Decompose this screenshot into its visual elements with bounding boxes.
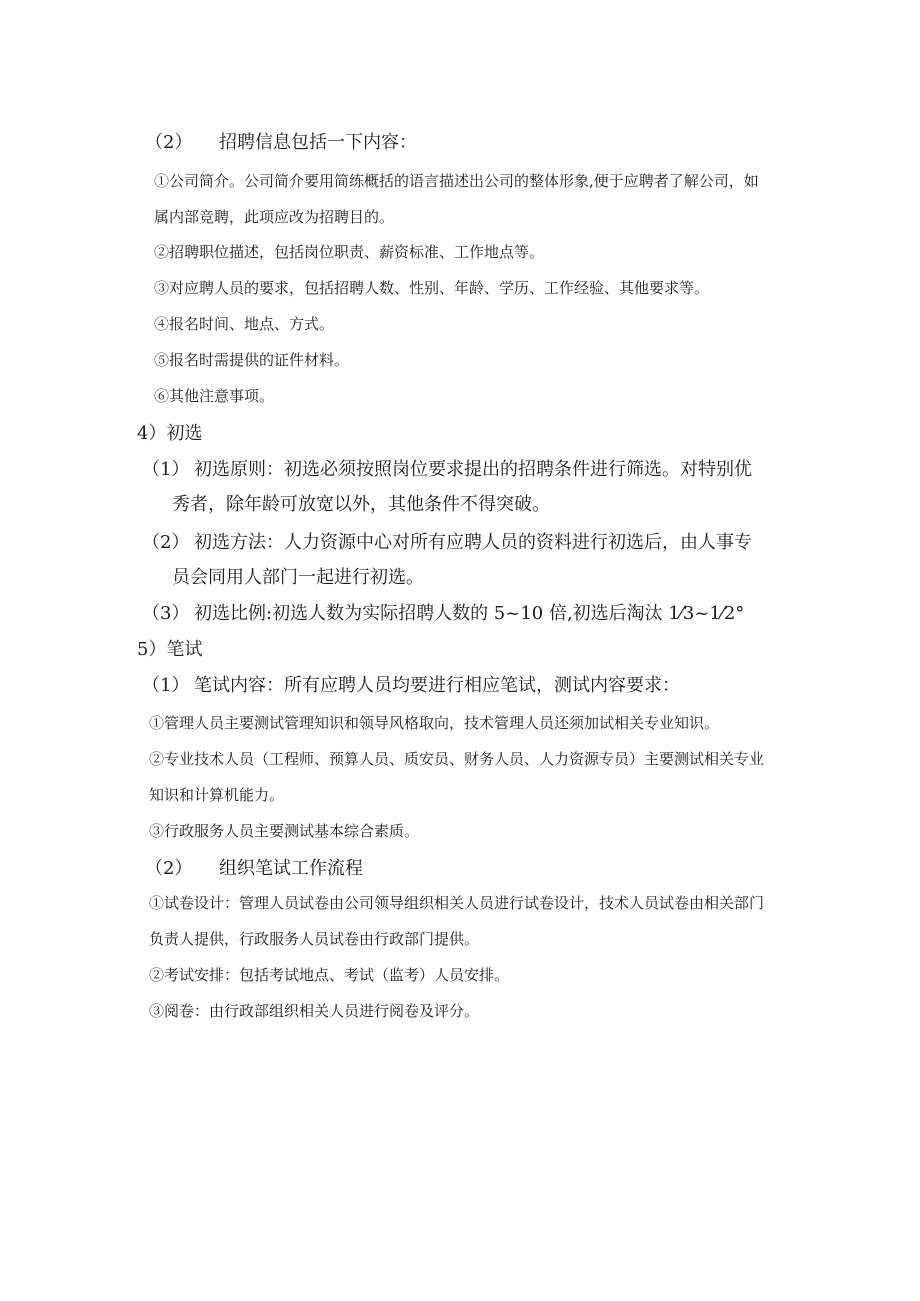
test-item: ③行政服务人员主要测试基本综合素质。 (149, 822, 420, 840)
paragraph-continuation: 秀者，除年龄可放宽以外，其他条件不得突破。 (172, 494, 550, 515)
section-title-written-test: 5）笔试 (137, 639, 203, 660)
paragraph (142, 599, 744, 625)
paragraph-text: 笔试内容：所有应聘人员均要进行相应笔试，测试内容要求： (194, 675, 680, 696)
info-item: ①公司简介。公司简介要用简练概括的语言描述出公司的整体形象,便于应聘者了解公司，如 (154, 172, 759, 190)
paragraph-number: （1） (142, 675, 190, 696)
workflow-item: ①试卷设计：管理人员试卷由公司领导组织相关人员进行试卷设计，技术人员试卷由相关部门 (149, 894, 765, 912)
section-title-initial-screening: 4）初选 (137, 423, 203, 444)
info-item: ③对应聘人员的要求，包括招聘人数、性别、年龄、学历、工作经验、其他要求等。 (154, 279, 710, 297)
test-item: ①管理人员主要测试管理知识和领导风格取向，技术管理人员还须加试相关专业知识。 (149, 714, 720, 732)
workflow-item: 负责人提供，行政服务人员试卷由行政部门提供。 (149, 930, 480, 948)
paragraph-number: （2） (145, 858, 193, 879)
workflow-item: ③阅卷：由行政部组织相关人员进行阅卷及评分。 (149, 1002, 480, 1020)
paragraph-text: 组织笔试工作流程 (219, 858, 363, 879)
paragraph-text: 初选原则：初选必须按照岗位要求提出的招聘条件进行筛选。对特别优 (194, 459, 752, 480)
paragraph (145, 854, 363, 880)
heading-text: 招聘信息包括一下内容： (219, 132, 417, 153)
paragraph-number: （3） (142, 603, 190, 624)
info-item: ⑥其他注意事项。 (154, 387, 275, 405)
info-item: 属内部竞聘，此项应改为招聘目的。 (154, 208, 395, 226)
recruitment-info-heading (145, 128, 417, 154)
info-item: ②招聘职位描述，包括岗位职责、薪资标准、工作地点等。 (154, 243, 545, 261)
paragraph-text: 初选比例:初选人数为实际招聘人数的 5~10 倍,初选后淘汰 1⁄3~1⁄2° (194, 603, 745, 624)
paragraph-number: （2） (142, 532, 190, 553)
paragraph (142, 528, 752, 554)
paragraph (142, 455, 752, 481)
paragraph-continuation: 员会同用人部门一起进行初选。 (172, 567, 424, 588)
info-item: ⑤报名时需提供的证件材料。 (154, 351, 350, 369)
test-item: 知识和计算机能力。 (149, 786, 285, 804)
test-item: ②专业技术人员（工程师、预算人员、质安员、财务人员、人力资源专员）主要测试相关专业 (149, 750, 765, 768)
workflow-item: ②考试安排：包括考试地点、考试（监考）人员安排。 (149, 966, 510, 984)
paragraph (142, 671, 680, 697)
paragraph-text: 初选方法：人力资源中心对所有应聘人员的资料进行初选后，由人事专 (194, 532, 752, 553)
paragraph-number: （1） (142, 459, 190, 480)
info-item: ④报名时间、地点、方式。 (154, 315, 335, 333)
heading-number: （2） (145, 132, 193, 153)
